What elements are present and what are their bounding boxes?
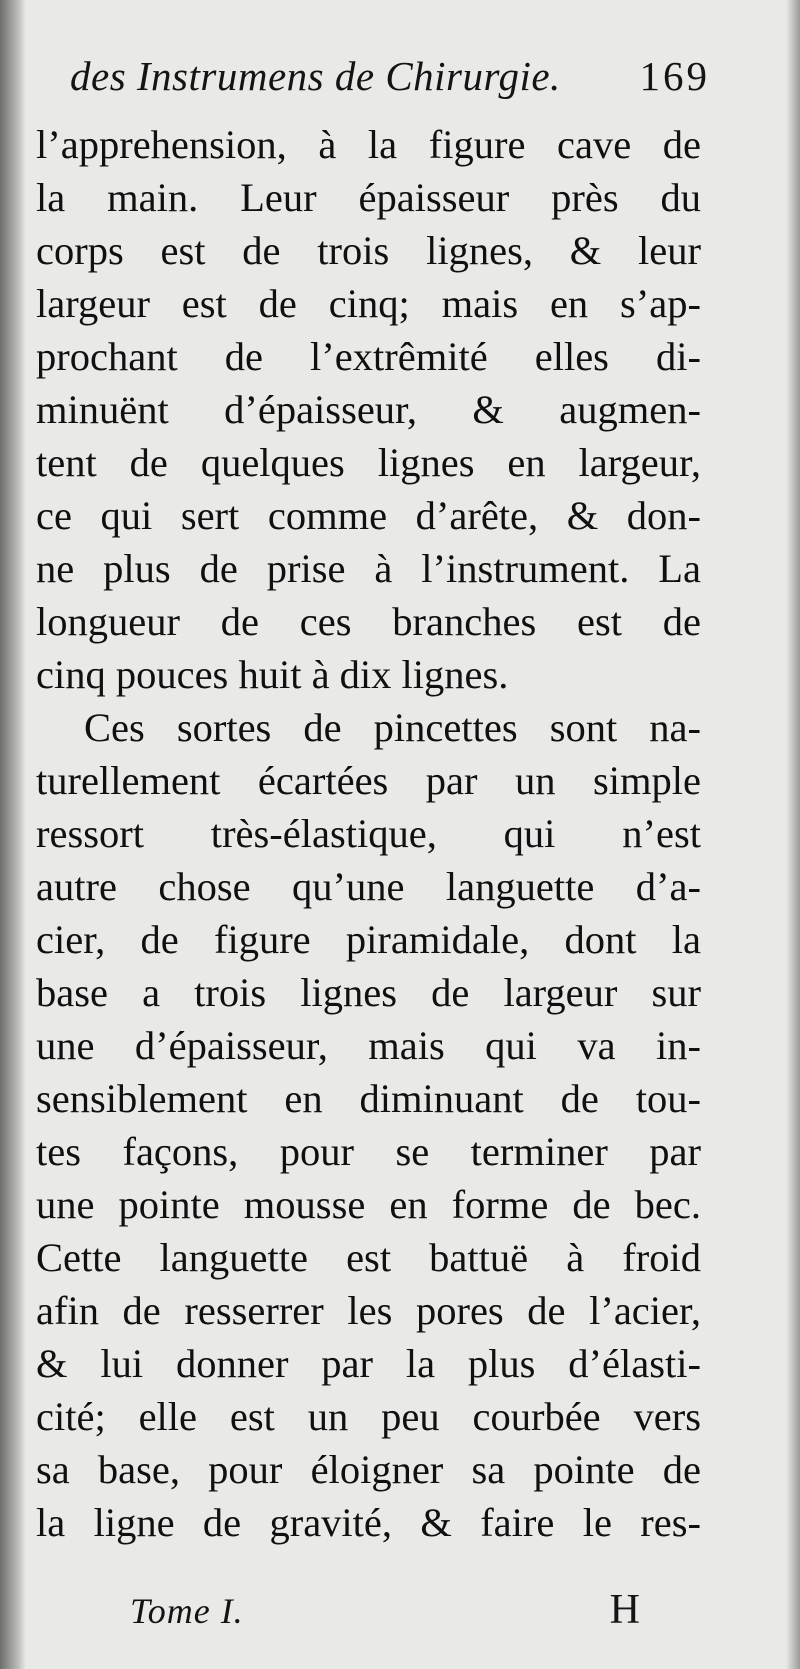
text-line: afin de resserrer les pores de l’acier, [36,1288,701,1333]
body-text [36,118,701,1549]
text-line: ce qui sert comme d’arête, & don- [36,493,701,538]
text-line: & lui donner par la plus d’élasti- [36,1341,701,1386]
signature-mark: H [609,1587,640,1633]
text-line: sa base, pour éloigner sa pointe de [36,1447,701,1492]
text-line: tent de quelques lignes en largeur, [36,440,701,485]
running-title: des Instrumens de Chirurgie. [70,53,561,99]
text-line: largeur est de cinq; mais en s’ap- [36,281,701,326]
page-header [70,52,710,112]
text-line: corps est de trois lignes, & leur [36,228,701,273]
text-line: prochant de l’extrêmité elles di- [36,334,701,379]
text-line: base a trois lignes de largeur sur [36,970,701,1015]
page-footer [130,1587,640,1640]
text-line: tes façons, pour se terminer par [36,1129,701,1174]
text-line: sensiblement en diminuant de tou- [36,1076,701,1121]
text-line: ne plus de prise à l’instrument. La [36,546,701,591]
text-line: cité; elle est un peu courbée vers [36,1394,701,1439]
text-line: autre chose qu’une languette d’a- [36,864,701,909]
text-line: une pointe mousse en forme de bec. [36,1182,701,1227]
paragraph-start-line: Ces sortes de pincettes sont na- [84,705,701,750]
page-number: 169 [639,53,710,99]
text-line: la ligne de gravité, & faire le res- [36,1500,701,1545]
text-line: ressort très-élastique, qui n’est [36,811,701,856]
text-line: l’apprehension, à la figure cave de [36,122,701,167]
text-line: cinq pouces huit à dix lignes. [36,652,509,697]
text-line: la main. Leur épaisseur près du [36,175,701,220]
text-line: Cette languette est battuë à froid [36,1235,701,1280]
volume-label: Tome I. [130,1591,244,1631]
text-line: turellement écartées par un simple [36,758,701,803]
text-line: une d’épaisseur, mais qui va in- [36,1023,701,1068]
text-line: longueur de ces branches est de [36,599,701,644]
text-line: minuënt d’épaisseur, & augmen- [36,387,701,432]
text-line: cier, de figure piramidale, dont la [36,917,701,962]
